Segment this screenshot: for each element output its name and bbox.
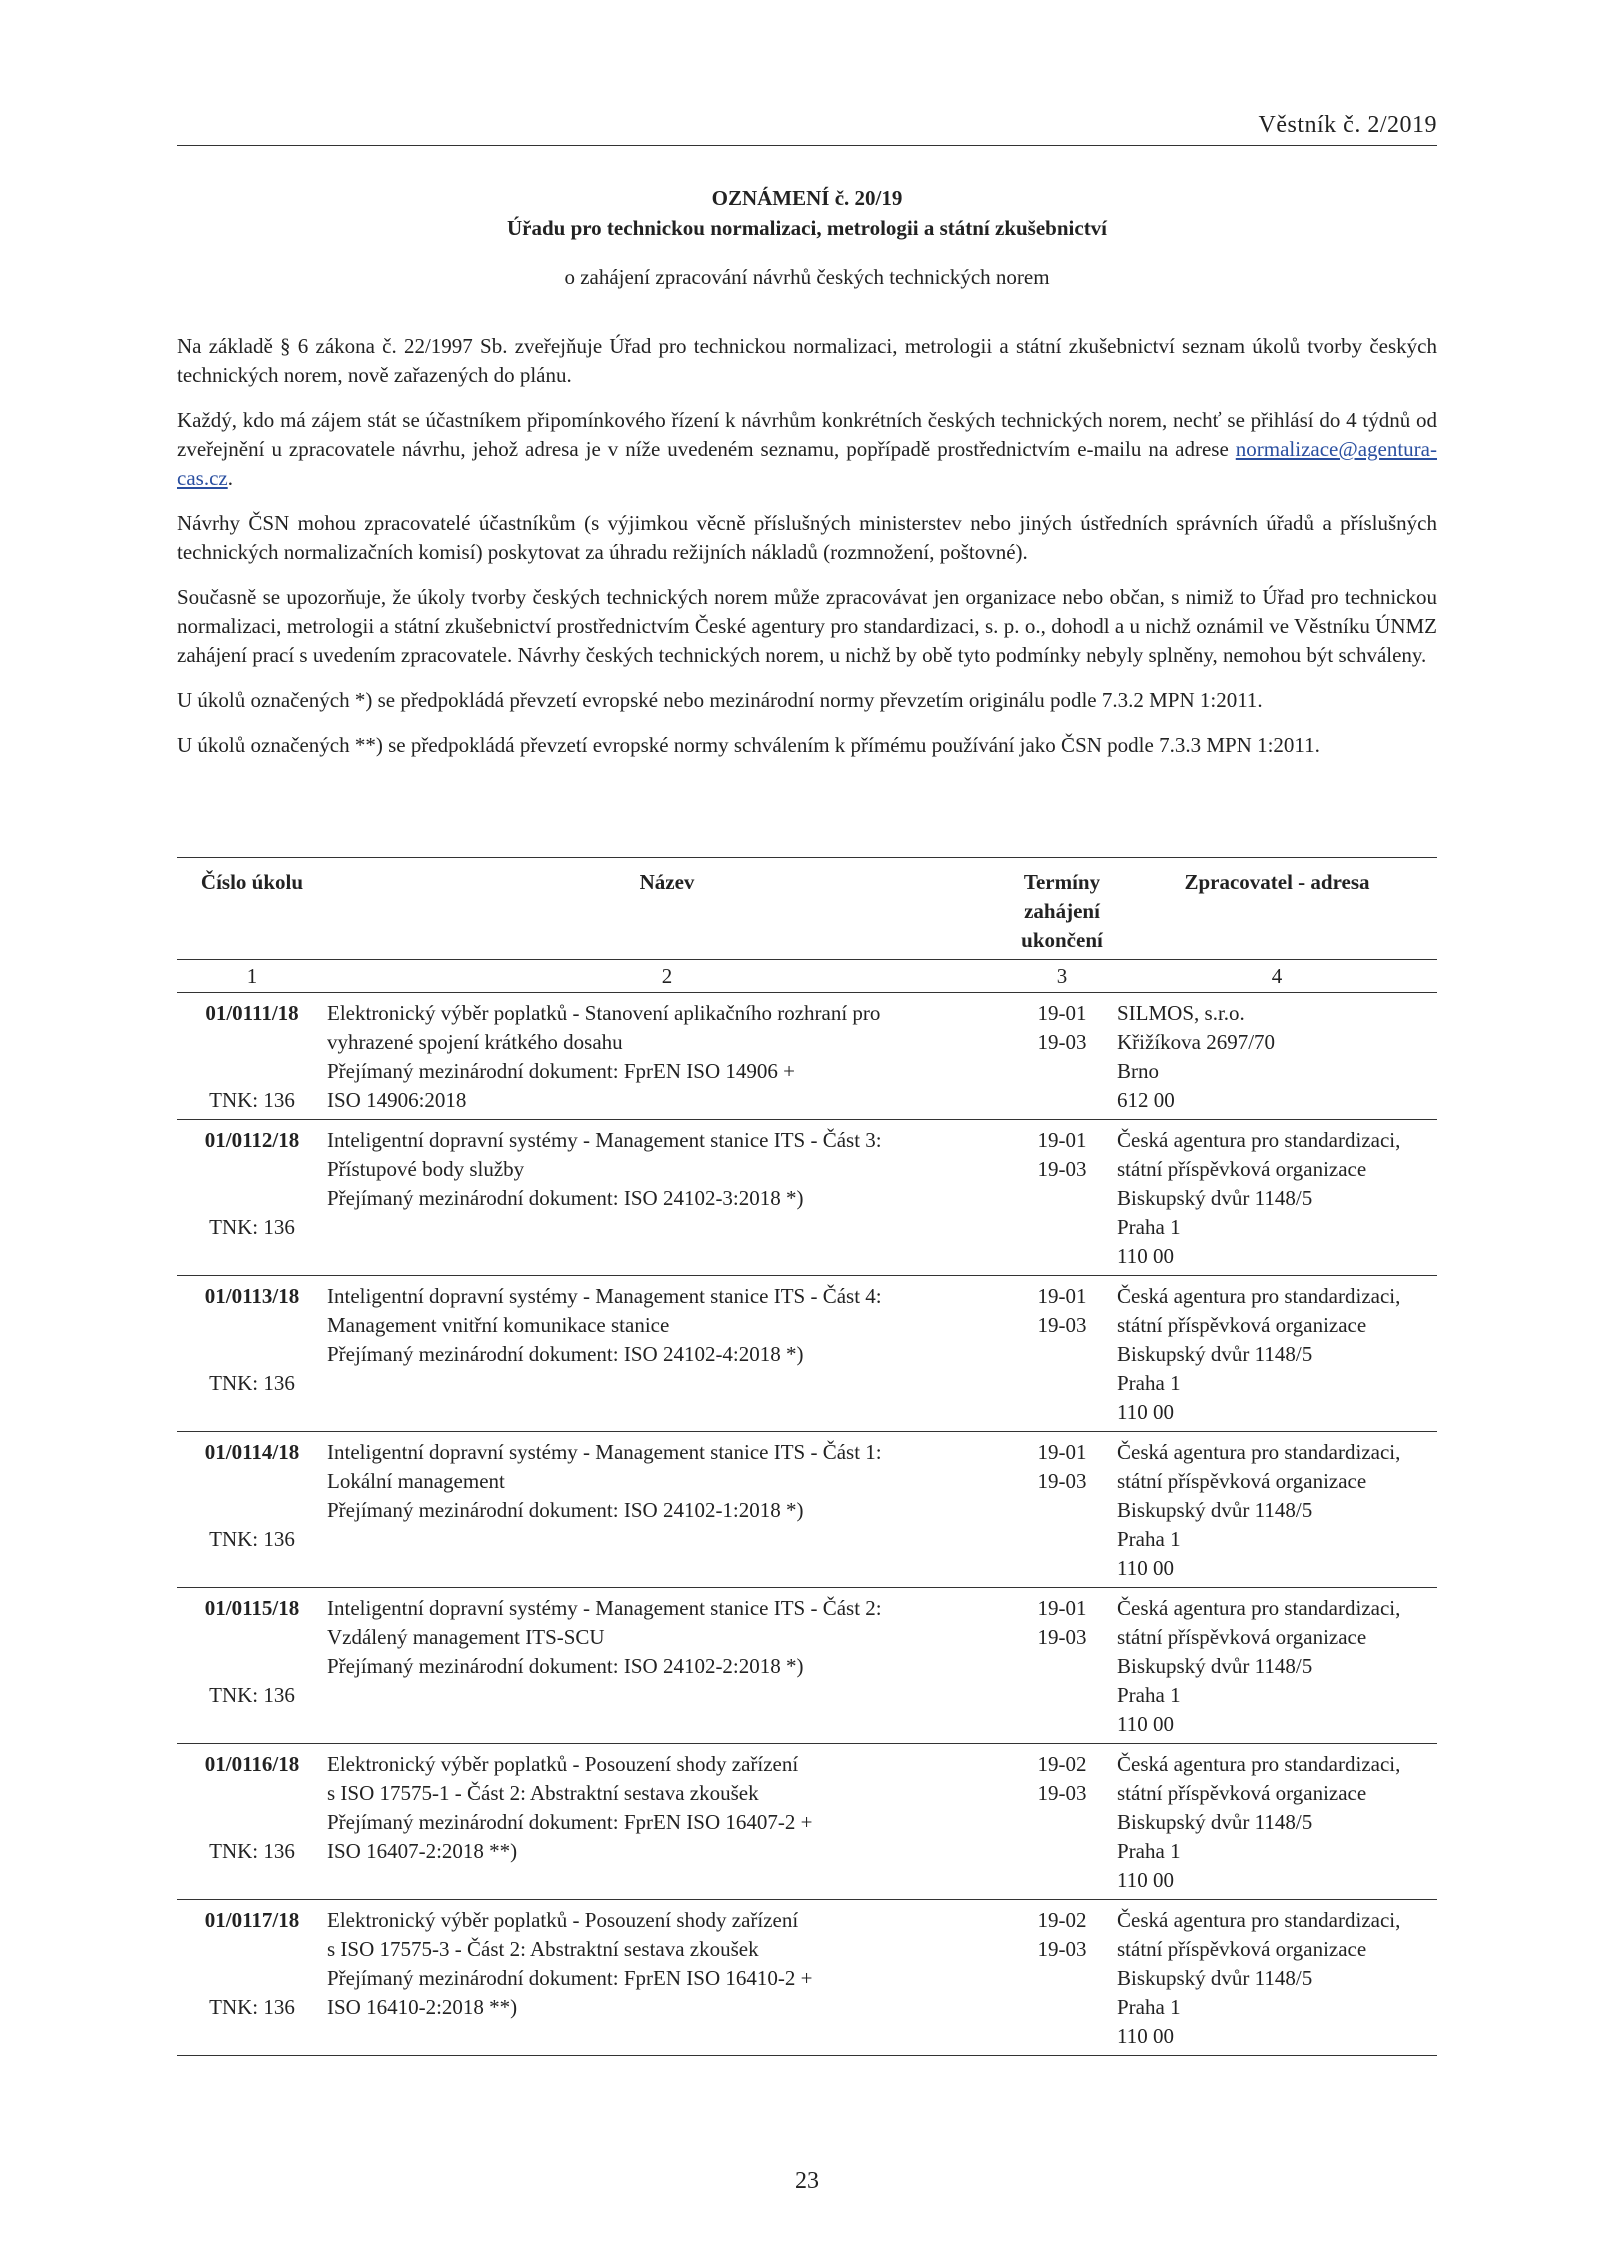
- start-date: 19-01: [1037, 1596, 1087, 1620]
- task-name-line: Přejímaný mezinárodní dokument: FprEN ISO 16410-2 +: [327, 1966, 813, 1990]
- table-row: [177, 1120, 1437, 1276]
- task-name-cell: [327, 1432, 1007, 1588]
- start-date: 19-01: [1037, 1440, 1087, 1464]
- address-line: Česká agentura pro standardizaci,: [1117, 1596, 1401, 1620]
- announcement-subtitle: o zahájení zpracování návrhů českých technických norem: [564, 265, 1050, 289]
- tnk-label: TNK: 136: [209, 1371, 295, 1395]
- address-line: státní příspěvková organizace: [1117, 1313, 1367, 1337]
- address-line: Biskupský dvůr 1148/5: [1117, 1810, 1313, 1834]
- column-number: 3: [1007, 960, 1117, 993]
- task-name-line: Přejímaný mezinárodní dokument: FprEN ISO 16407-2 +: [327, 1810, 813, 1834]
- task-name-line: [327, 1213, 1007, 1242]
- header-name: Název: [639, 870, 695, 894]
- announcement-title: OZNÁMENÍ č. 20/19: [711, 186, 903, 210]
- task-name-line: Přejímaný mezinárodní dokument: ISO 24102-2:2018 *): [327, 1654, 804, 1678]
- paragraph-participation-end: .: [227, 466, 233, 490]
- task-name-line: Inteligentní dopravní systémy - Management stanice ITS - Část 2:: [327, 1596, 882, 1620]
- task-id: 01/0114/18: [204, 1440, 300, 1464]
- address-line: Česká agentura pro standardizaci,: [1117, 1752, 1401, 1776]
- task-number-cell: [177, 993, 327, 1120]
- task-table: [177, 857, 1437, 2056]
- task-name-cell: [327, 1120, 1007, 1276]
- processor-address-cell: [1117, 1276, 1437, 1432]
- task-name-line: Přejímaný mezinárodní dokument: ISO 24102-3:2018 *): [327, 1186, 804, 1210]
- end-date: 19-03: [1037, 1937, 1087, 1961]
- processor-address-cell: [1117, 1744, 1437, 1900]
- tnk-label: TNK: 136: [209, 1215, 295, 1239]
- column-number: 4: [1117, 960, 1437, 993]
- end-date: 19-03: [1037, 1469, 1087, 1493]
- end-date: 19-03: [1037, 1157, 1087, 1181]
- header-rule: [177, 145, 1437, 146]
- address-line: Praha 1: [1117, 1215, 1181, 1239]
- table-row: [177, 1432, 1437, 1588]
- address-line: 110 00: [1117, 1868, 1174, 1892]
- address-line: státní příspěvková organizace: [1117, 1157, 1367, 1181]
- header-processor: Zpracovatel - adresa: [1184, 870, 1370, 894]
- tnk-label: TNK: 136: [209, 1088, 295, 1112]
- column-number: 2: [327, 960, 1007, 993]
- processor-address-cell: [1117, 1432, 1437, 1588]
- address-line: Praha 1: [1117, 1995, 1181, 2019]
- tnk-label: TNK: 136: [209, 1995, 295, 2019]
- header-task-number: Číslo úkolu: [200, 870, 304, 894]
- processor-address-cell: [1117, 993, 1437, 1120]
- task-dates-cell: [1007, 1588, 1117, 1744]
- task-id: 01/0112/18: [204, 1128, 300, 1152]
- email-link[interactable]: normalizace@agentura-cas.cz: [177, 437, 1437, 490]
- address-line: 110 00: [1117, 1244, 1174, 1268]
- task-name-line: ISO 16410-2:2018 **): [327, 1995, 518, 2019]
- tnk-label: TNK: 136: [209, 1839, 295, 1863]
- address-line: Praha 1: [1117, 1527, 1181, 1551]
- task-name-cell: [327, 1744, 1007, 1900]
- address-line: státní příspěvková organizace: [1117, 1937, 1367, 1961]
- address-line: 110 00: [1117, 1712, 1174, 1736]
- address-line: Brno: [1117, 1059, 1159, 1083]
- start-date: 19-02: [1037, 1908, 1087, 1932]
- paragraph-note-single-star: U úkolů označených *) se předpokládá převzetí evropské nebo mezinárodní normy převzetím originálu podle 7.3.2 MPN 1:2011.: [177, 688, 1263, 712]
- task-name-line: Elektronický výběr poplatků - Posouzení shody zařízení: [327, 1908, 799, 1932]
- task-name-line: Management vnitřní komunikace stanice: [327, 1313, 670, 1337]
- processor-address-cell: [1117, 1900, 1437, 2056]
- table-row: [177, 1276, 1437, 1432]
- address-line: Křižíkova 2697/70: [1117, 1030, 1276, 1054]
- table-row: [177, 1588, 1437, 1744]
- address-line: státní příspěvková organizace: [1117, 1625, 1367, 1649]
- task-name-line: Elektronický výběr poplatků - Stanovení aplikačního rozhraní pro: [327, 1001, 881, 1025]
- tnk-label: TNK: 136: [209, 1683, 295, 1707]
- task-id: 01/0116/18: [204, 1752, 300, 1776]
- address-line: Praha 1: [1117, 1371, 1181, 1395]
- task-dates-cell: [1007, 993, 1117, 1120]
- address-line: Biskupský dvůr 1148/5: [1117, 1654, 1313, 1678]
- task-number-cell: [177, 1588, 327, 1744]
- task-number-cell: [177, 1432, 327, 1588]
- address-line: Biskupský dvůr 1148/5: [1117, 1186, 1313, 1210]
- start-date: 19-01: [1037, 1128, 1087, 1152]
- task-id: 01/0111/18: [205, 1001, 299, 1025]
- header-dates-line2: zahájení: [1024, 899, 1100, 923]
- task-name-line: s ISO 17575-3 - Část 2: Abstraktní sestava zkoušek: [327, 1937, 759, 1961]
- issuer-title: Úřadu pro technickou normalizaci, metrologii a státní zkušebnictví: [506, 216, 1108, 240]
- table-row: [177, 1900, 1437, 2056]
- end-date: 19-03: [1037, 1781, 1087, 1805]
- header-dates: [1007, 858, 1117, 960]
- address-line: 110 00: [1117, 2024, 1174, 2048]
- address-line: SILMOS, s.r.o.: [1117, 1001, 1245, 1025]
- address-line: Česká agentura pro standardizaci,: [1117, 1128, 1401, 1152]
- address-line: Biskupský dvůr 1148/5: [1117, 1498, 1313, 1522]
- address-line: Česká agentura pro standardizaci,: [1117, 1908, 1401, 1932]
- task-dates-cell: [1007, 1120, 1117, 1276]
- page-number: 23: [795, 2168, 819, 2194]
- task-name-cell: [327, 1276, 1007, 1432]
- paragraph-legal-basis: Na základě § 6 zákona č. 22/1997 Sb. zveřejňuje Úřad pro technickou normalizaci, metrologii a státní zkušebnictví seznam úkolů tvorby českých technických norem, nově zařazených do plánu.: [177, 334, 1437, 387]
- column-number-row: [177, 960, 1437, 993]
- task-name-line: Inteligentní dopravní systémy - Management stanice ITS - Část 4:: [327, 1284, 882, 1308]
- task-id: 01/0117/18: [204, 1908, 300, 1932]
- header-dates-line1: Termíny: [1023, 870, 1101, 894]
- task-table-body: [177, 993, 1437, 2056]
- task-name-line: Inteligentní dopravní systémy - Management stanice ITS - Část 3:: [327, 1128, 882, 1152]
- task-name-line: Přejímaný mezinárodní dokument: ISO 24102-4:2018 *): [327, 1342, 804, 1366]
- address-line: Biskupský dvůr 1148/5: [1117, 1966, 1313, 1990]
- address-line: Biskupský dvůr 1148/5: [1117, 1342, 1313, 1366]
- paragraph-participation: [177, 406, 1437, 493]
- task-name-line: ISO 14906:2018: [327, 1088, 467, 1112]
- body-text: [177, 332, 1437, 776]
- task-name-line: Lokální management: [327, 1469, 505, 1493]
- start-date: 19-02: [1037, 1752, 1087, 1776]
- address-line: Česká agentura pro standardizaci,: [1117, 1284, 1401, 1308]
- task-number-cell: [177, 1744, 327, 1900]
- table-header-row: [177, 858, 1437, 960]
- end-date: 19-03: [1037, 1030, 1087, 1054]
- end-date: 19-03: [1037, 1625, 1087, 1649]
- address-line: 110 00: [1117, 1400, 1174, 1424]
- task-name-line: vyhrazené spojení krátkého dosahu: [327, 1030, 623, 1054]
- tnk-label: TNK: 136: [209, 1527, 295, 1551]
- task-number-cell: [177, 1276, 327, 1432]
- task-name-cell: [327, 1588, 1007, 1744]
- address-line: státní příspěvková organizace: [1117, 1469, 1367, 1493]
- task-name-line: s ISO 17575-1 - Část 2: Abstraktní sestava zkoušek: [327, 1781, 759, 1805]
- paragraph-participation-text: Každý, kdo má zájem stát se účastníkem připomínkového řízení k návrhům konkrétních českých technických norem, nechť se přihlásí do 4 týdnů od zveřejnění u zpracovatele návrhu, jehož adresa je v níže uvedeném seznamu, popřípadě prostřednictvím e-mailu na adrese: [177, 408, 1437, 461]
- paragraph-fees: Návrhy ČSN mohou zpracovatelé účastníkům (s výjimkou věcně příslušných ministerstev nebo jiných ústředních správních úřadů a příslušných technických normalizačních komisí) poskytovat za úhradu režijních nákladů (rozmnožení, poštovné).: [177, 511, 1437, 564]
- paragraph-notice: Současně se upozorňuje, že úkoly tvorby českých technických norem může zpracovávat jen organizace nebo občan, s nimiž to Úřad pro technickou normalizaci, metrologii a státní zkušebnictví prostřednictvím České agentury pro standardizaci, s. p. o., dohodl a u nichž oznámil ve Věstníku ÚNMZ zahájení prací s uvedením zpracovatele. Návrhy českých technických norem, u nichž by obě tyto podmínky nebyly splněny, nemohou být schváleny.: [177, 585, 1437, 667]
- task-name-line: Přístupové body služby: [327, 1157, 525, 1181]
- task-name-line: Vzdálený management ITS-SCU: [327, 1625, 605, 1649]
- start-date: 19-01: [1037, 1001, 1087, 1025]
- task-id: 01/0115/18: [204, 1596, 300, 1620]
- processor-address-cell: [1117, 1588, 1437, 1744]
- address-line: 612 00: [1117, 1088, 1175, 1112]
- start-date: 19-01: [1037, 1284, 1087, 1308]
- task-name-line: ISO 16407-2:2018 **): [327, 1839, 518, 1863]
- task-number-cell: [177, 1120, 327, 1276]
- task-name-cell: [327, 993, 1007, 1120]
- task-name-line: Inteligentní dopravní systémy - Management stanice ITS - Část 1:: [327, 1440, 882, 1464]
- task-name-line: Přejímaný mezinárodní dokument: ISO 24102-1:2018 *): [327, 1498, 804, 1522]
- task-id: 01/0113/18: [204, 1284, 300, 1308]
- task-dates-cell: [1007, 1744, 1117, 1900]
- paragraph-note-double-star: U úkolů označených **) se předpokládá převzetí evropské normy schválením k přímému používání jako ČSN podle 7.3.3 MPN 1:2011.: [177, 733, 1320, 757]
- address-line: Praha 1: [1117, 1683, 1181, 1707]
- address-line: Česká agentura pro standardizaci,: [1117, 1440, 1401, 1464]
- title-block: [177, 183, 1437, 290]
- task-dates-cell: [1007, 1900, 1117, 2056]
- processor-address-cell: [1117, 1120, 1437, 1276]
- address-line: Praha 1: [1117, 1839, 1181, 1863]
- header-dates-line3: ukončení: [1021, 928, 1103, 952]
- task-dates-cell: [1007, 1276, 1117, 1432]
- task-name-line: [327, 1369, 1007, 1398]
- address-line: 110 00: [1117, 1556, 1174, 1580]
- task-dates-cell: [1007, 1432, 1117, 1588]
- task-name-cell: [327, 1900, 1007, 2056]
- table-row: [177, 1744, 1437, 1900]
- address-line: státní příspěvková organizace: [1117, 1781, 1367, 1805]
- column-number: 1: [177, 960, 327, 993]
- table-row: [177, 993, 1437, 1120]
- end-date: 19-03: [1037, 1313, 1087, 1337]
- task-name-line: Elektronický výběr poplatků - Posouzení shody zařízení: [327, 1752, 799, 1776]
- journal-header: Věstník č. 2/2019: [1258, 112, 1437, 138]
- task-name-line: [327, 1681, 1007, 1710]
- task-name-line: Přejímaný mezinárodní dokument: FprEN ISO 14906 +: [327, 1059, 795, 1083]
- task-number-cell: [177, 1900, 327, 2056]
- task-name-line: [327, 1525, 1007, 1554]
